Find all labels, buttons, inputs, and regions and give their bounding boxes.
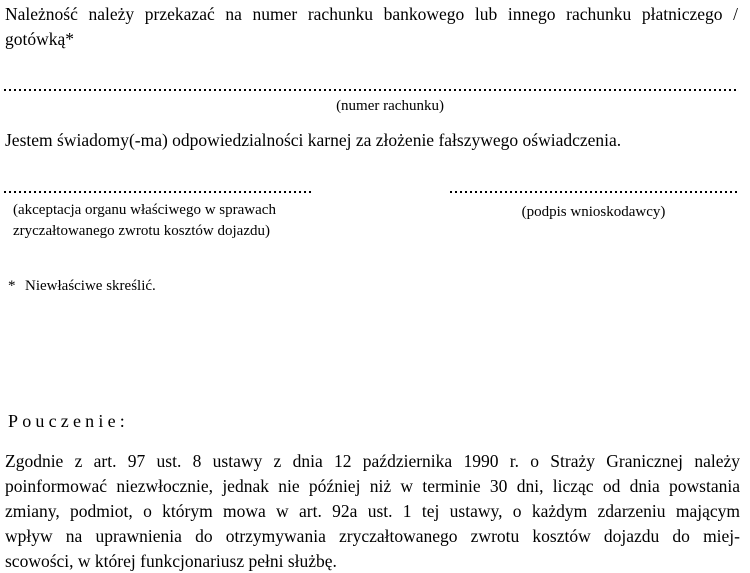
pouczenie-paragraph — [5, 449, 740, 573]
footnote — [8, 276, 708, 297]
account-number-caption: (numer rachunku) — [336, 98, 444, 114]
approval-caption-line-2: zryczałtowanego zwrotu kosztów dojazdu) — [13, 223, 270, 239]
pouczenie-line-3: zmiany, podmiot, o którym mowa w art. 92a ust. 1 tej ustawy, o każdym zdarzeniu mającym — [5, 501, 740, 521]
applicant-signature-line — [450, 191, 737, 193]
account-number-fill-line — [4, 89, 737, 91]
approval-caption-line-1: (akceptacja organu właściwego w sprawach — [13, 202, 276, 218]
applicant-signature-caption: (podpis wnioskodawcy) — [521, 204, 666, 220]
approval-signature-line — [4, 191, 311, 193]
intro-line-2: gotówką* — [5, 29, 75, 49]
approval-signature-caption — [13, 200, 353, 242]
declaration-text: Jestem świadomy(-ma) odpowiedzialności karnej za złożenie fałszywego oświadczenia. — [5, 130, 622, 150]
pouczenie-line-5: scowości, w której funkcjonariusz pełni służbę. — [5, 551, 337, 571]
pouczenie-line-1: Zgodnie z art. 97 ust. 8 ustawy z dnia 12 października 1990 r. o Straży Granicznej należy — [5, 451, 740, 471]
footnote-text: Niewłaściwe skreślić. — [25, 278, 156, 294]
pouczenie-heading: Pouczenie: — [8, 411, 129, 431]
pouczenie-line-4: wpływ na uprawnienia do otrzymywania zryczałtowanego zwrotu kosztów dojazdu do miej- — [5, 526, 740, 546]
intro-paragraph — [5, 2, 738, 52]
pouczenie-line-2: poinformować niezwłocznie, jednak nie później niż w terminie 30 dni, licząc od dnia powstania — [5, 476, 740, 496]
intro-line-1: Należność należy przekazać na numer rachunku bankowego lub innego rachunku płatniczego / — [5, 4, 738, 24]
footnote-asterisk-marker: * — [8, 278, 16, 294]
